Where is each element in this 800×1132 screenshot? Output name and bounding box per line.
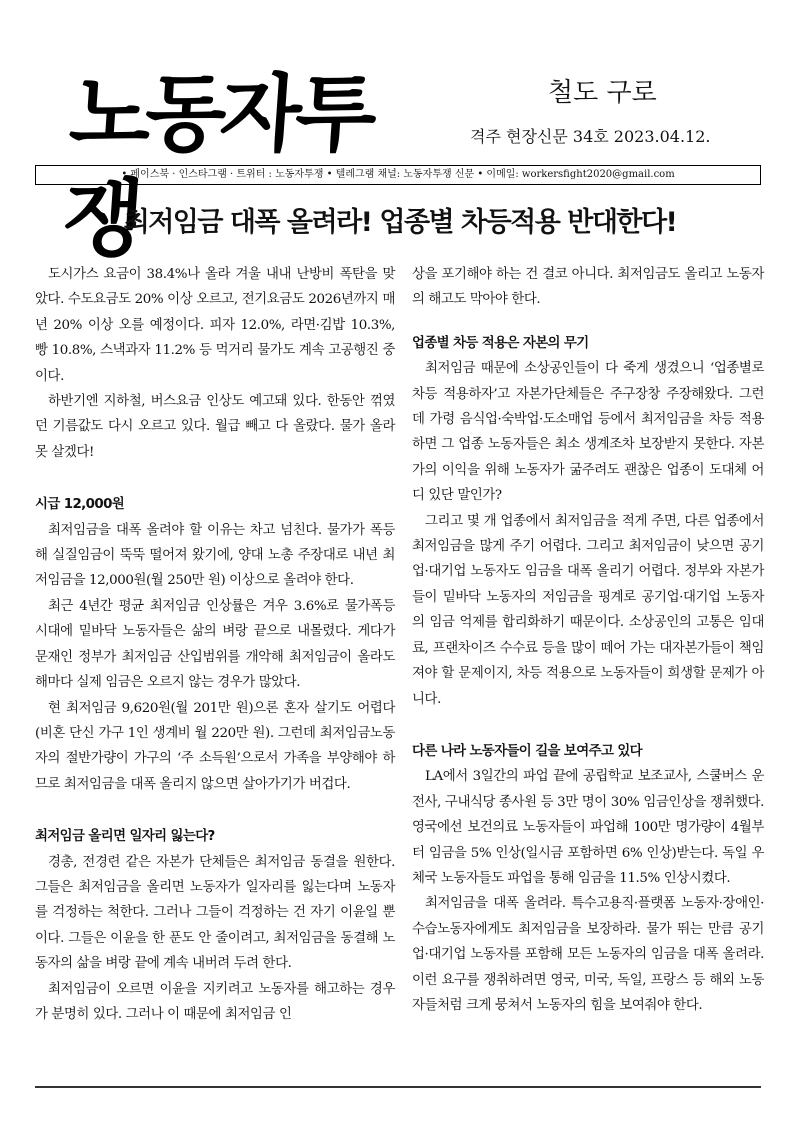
paragraph: LA에서 3일간의 파업 끝에 공립학교 보조교사, 스쿨버스 운전사, 구내식당 종사원 등 3만 명이 30% 임금인상을 쟁취했다. 영국에선 보건의료 노동자들이 파업해 100만 명가량이 4월부터 임금을 5% 인상(일시금 포함하면 6% 인상)받는다. 독일 우체국 노동자들도 파업을 통해 임금을 11.5% 인상시켰다. <box>412 769 764 886</box>
paragraph: 최저임금 때문에 소상공인들이 다 죽게 생겼으니 ‘업종별로 차등 적용하자’고 자본가단체들은 주구장창 주장해왔다. 그런데 가령 음식업·숙박업·도소매업 등에서 최저임금을 차등 적용하면 그 업종 노동자들은 최소 생계조차 보장받지 못한다. 자본가의 이익을 위해 노동자가 굶주려도 괜찮은 업종이 도대체 어디 있단 말인가? <box>412 361 764 504</box>
edition-label: 철도 구로 <box>548 78 657 108</box>
headline: 최저임금 대폭 올려라! 업종별 차등적용 반대한다! <box>123 207 677 238</box>
section-heading: 업종별 차등 적용은 자본의 무기 <box>412 335 589 351</box>
paragraph: 최저임금을 대폭 올려라. 특수고용직·플랫폼 노동자·장애인·수습노동자에게도 최저임금을 보장하라. 물가 뛰는 만큼 공기업·대기업 노동자를 포함해 모든 노동자의 임금을 대폭 올려라. 이런 요구를 쟁취하려면 영국, 미국, 독일, 프랑스 등 해외 노동자들처럼 크게 뭉쳐서 노동자의 힘을 보여줘야 한다. <box>412 896 764 1013</box>
left-column <box>35 262 395 1027</box>
paragraph: 그리고 몇 개 업종에서 최저임금을 적게 주면, 다른 업종에서 최저임금을 많게 주기 어렵다. 그리고 최저임금이 낮으면 공기업·대기업 노동자도 임금을 대폭 올리기 어렵다. 정부와 자본가들이 밑바닥 노동자의 저임금을 핑계로 공기업·대기업 노동자의 임금 억제를 합리화하기 때문이다. 소상공인의 고통은 임대료, 프랜차이즈 수수료 등을 많이 떼어 가는 대자본가들이 책임져야 할 문제이지, 차등 적용으로 노동자들이 희생할 문제가 아니다. <box>412 513 764 707</box>
section-heading: 최저임금 올리면 일자리 잃는다? <box>35 829 215 845</box>
masthead-logo: 노동자투쟁 <box>59 65 375 268</box>
right-column <box>412 262 764 1018</box>
paragraph: 하반기엔 지하철, 버스요금 인상도 예고돼 있다. 한동안 꺾였던 기름값도 다시 오르고 있다. 월급 빼고 다 올랐다. 물가 올라 못 살겠다! <box>35 394 395 460</box>
paragraph: 최저임금을 대폭 올려야 할 이유는 차고 넘친다. 물가가 폭등해 실질임금이 뚝뚝 떨어져 왔기에, 양대 노총 주장대로 내년 최저임금을 12,000원(월 250만 원) 이상으로 올려야 한다. <box>35 522 395 589</box>
paragraph: 도시가스 요금이 38.4%나 올라 겨울 내내 난방비 폭탄을 맞았다. 수도요금도 20% 이상 오르고, 전기요금도 2026년까지 매년 20% 이상 오를 예정이다. 피자 12.0%, 라면·김밥 10.3%, 빵 10.8%, 스낵과자 11.2% 등 먹거리 물가도 계속 고공행진 중이다. <box>35 267 395 384</box>
issue-info: 격주 현장신문 34호 2023.04.12. <box>470 127 711 146</box>
paragraph: 현 최저임금 9,620원(월 201만 원)으론 혼자 살기도 어렵다(비혼 단신 가구 1인 생계비 월 220만 원). 그런데 최저임금노동자의 절반가량이 가구의 ‘주 소득원’으로서 가족을 부양해야 하므로 최저임금을 대폭 올리지 않으면 살아가기가 버겁다. <box>35 700 395 792</box>
paragraph: 경총, 전경련 같은 자본가 단체들은 최저임금 동결을 원한다. 그들은 최저임금을 올리면 노동자가 일자리를 잃는다며 노동자를 걱정하는 척한다. 그러나 그들이 걱정하는 건 자기 이윤일 뿐이다. 그들은 이윤을 한 푼도 안 줄이려고, 최저임금을 동결해 노동자의 삶을 벼랑 끝에 계속 내버려 두려 한다. <box>35 854 395 972</box>
section-heading: 시급 12,000원 <box>35 497 125 513</box>
paragraph: 최저임금이 오르면 이윤을 지키려고 노동자를 해고하는 경우가 분명히 있다. 그러나 이 때문에 최저임금 인 <box>35 981 395 1022</box>
contact-bar: • 페이스북 · 인스타그램 · 트위터 : 노동자투쟁 • 텔레그램 채널: 노동자투쟁 신문 • 이메일: workersfight2020@gmail.com <box>35 165 761 185</box>
bottom-rule <box>35 1086 761 1088</box>
paragraph: 최근 4년간 평균 최저임금 인상률은 겨우 3.6%로 물가폭등 시대에 밑바닥 노동자들은 삶의 벼랑 끝으로 내몰렸다. 게다가 문재인 정부가 최저임금 산입범위를 개악해 최저임금이 올라도 해마다 실제 임금은 오르지 않는 경우가 많았다. <box>35 598 395 691</box>
section-heading: 다른 나라 노동자들이 길을 보여주고 있다 <box>412 743 643 759</box>
paragraph: 상을 포기해야 하는 건 결코 아니다. 최저임금도 올리고 노동자의 해고도 막아야 한다. <box>412 267 764 308</box>
